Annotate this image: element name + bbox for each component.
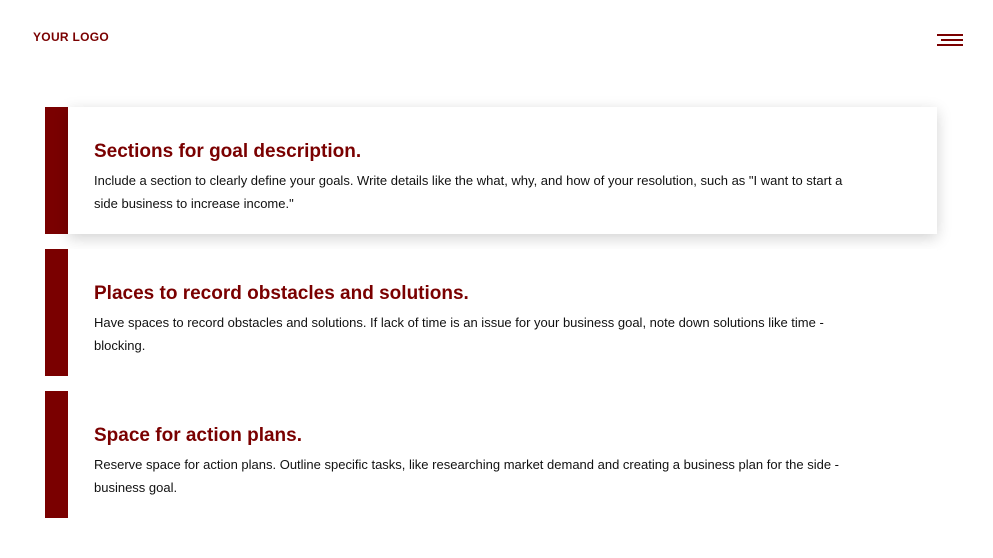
section-card-action-plans[interactable]	[45, 391, 937, 518]
section-title: Places to record obstacles and solutions.	[94, 283, 469, 304]
logo[interactable]: YOUR LOGO	[33, 30, 110, 44]
section-title: Space for action plans.	[94, 425, 302, 446]
section-description: Have spaces to record obstacles and solutions. If lack of time is an issue for your business goal, note down solutions like time - blocking.	[94, 315, 824, 353]
section-description: Reserve space for action plans. Outline specific tasks, like researching market demand and creating a business plan for the side - business goal.	[94, 457, 839, 495]
menu-line	[937, 34, 963, 36]
accent-bar	[45, 391, 68, 518]
section-description: Include a section to clearly define your goals. Write details like the what, why, and how of your resolution, such as "I want to start a side business to increase income."	[94, 173, 843, 211]
accent-bar	[45, 249, 68, 376]
section-title: Sections for goal description.	[94, 141, 362, 162]
hamburger-menu-icon[interactable]	[937, 33, 963, 47]
section-card-obstacles-solutions[interactable]	[45, 249, 937, 376]
accent-bar	[45, 107, 68, 234]
section-card-goal-description[interactable]	[45, 107, 937, 234]
menu-line	[937, 44, 963, 46]
section-card-body	[68, 391, 937, 518]
section-card-body	[68, 107, 937, 234]
section-card-body	[68, 249, 937, 376]
menu-line	[941, 39, 963, 41]
